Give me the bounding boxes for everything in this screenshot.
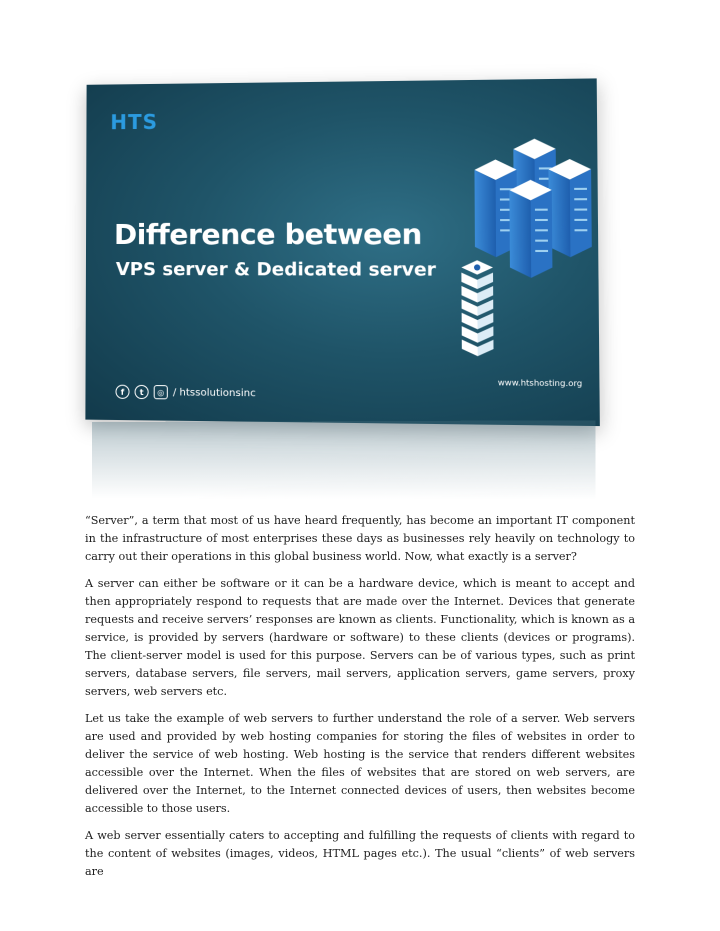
instagram-icon: ◎ bbox=[154, 385, 168, 399]
servers-illustration bbox=[448, 138, 609, 377]
server-stack-icon bbox=[461, 260, 493, 356]
server-rack-icon bbox=[548, 159, 592, 257]
hts-logo: HTS bbox=[110, 109, 159, 135]
website-url: www.htshosting.org bbox=[497, 378, 583, 389]
banner-subtitle: VPS server & Dedicated server bbox=[115, 259, 437, 281]
banner-title: Difference between bbox=[113, 217, 422, 251]
article-body bbox=[85, 512, 635, 890]
paragraph: A web server essentially caters to accepting and fulfilling the requests of clients with regard to the content of websites (images, videos, HTML pages etc.). The usual “clients” of web servers are bbox=[85, 829, 635, 878]
paragraph: A server can either be software or it can be a hardware device, which is meant to accept and then appropriately respond to requests that are made over the Internet. Devices that generate requests and receive servers’ responses are known as clients. Functionality, which is known as a service, is provided by servers (hardware or software) to these clients (devices or programs). The client-server model is used for this purpose. Servers can be of various types, such as print servers, database servers, file servers, mail servers, application servers, game servers, proxy servers, web servers etc. bbox=[85, 577, 635, 698]
paragraph: Let us take the example of web servers to further understand the role of a server. Web servers are used and provided by web hosting companies for storing the files of websites in order to deliver the service of web hosting. Web hosting is the service that renders different websites accessible over the Internet. When the files of websites that are stored on web servers, are delivered over the Internet, to the Internet connected devices of users, then websites become accessible to those users. bbox=[85, 712, 635, 815]
social-handle: / htssolutionsinc bbox=[172, 386, 256, 399]
paragraph: “Server”, a term that most of us have heard frequently, has become an important IT component in the infrastructure of most enterprises these days as businesses rely heavily on technology to carry out their operations in this global business world. Now, what exactly is a server? bbox=[85, 514, 635, 563]
banner-image bbox=[86, 84, 582, 504]
facebook-icon: f bbox=[115, 385, 129, 399]
server-rack-icon bbox=[509, 180, 552, 278]
banner-card bbox=[85, 78, 599, 426]
banner-reflection bbox=[92, 420, 596, 513]
twitter-icon: t bbox=[135, 385, 149, 399]
social-links bbox=[115, 385, 255, 401]
